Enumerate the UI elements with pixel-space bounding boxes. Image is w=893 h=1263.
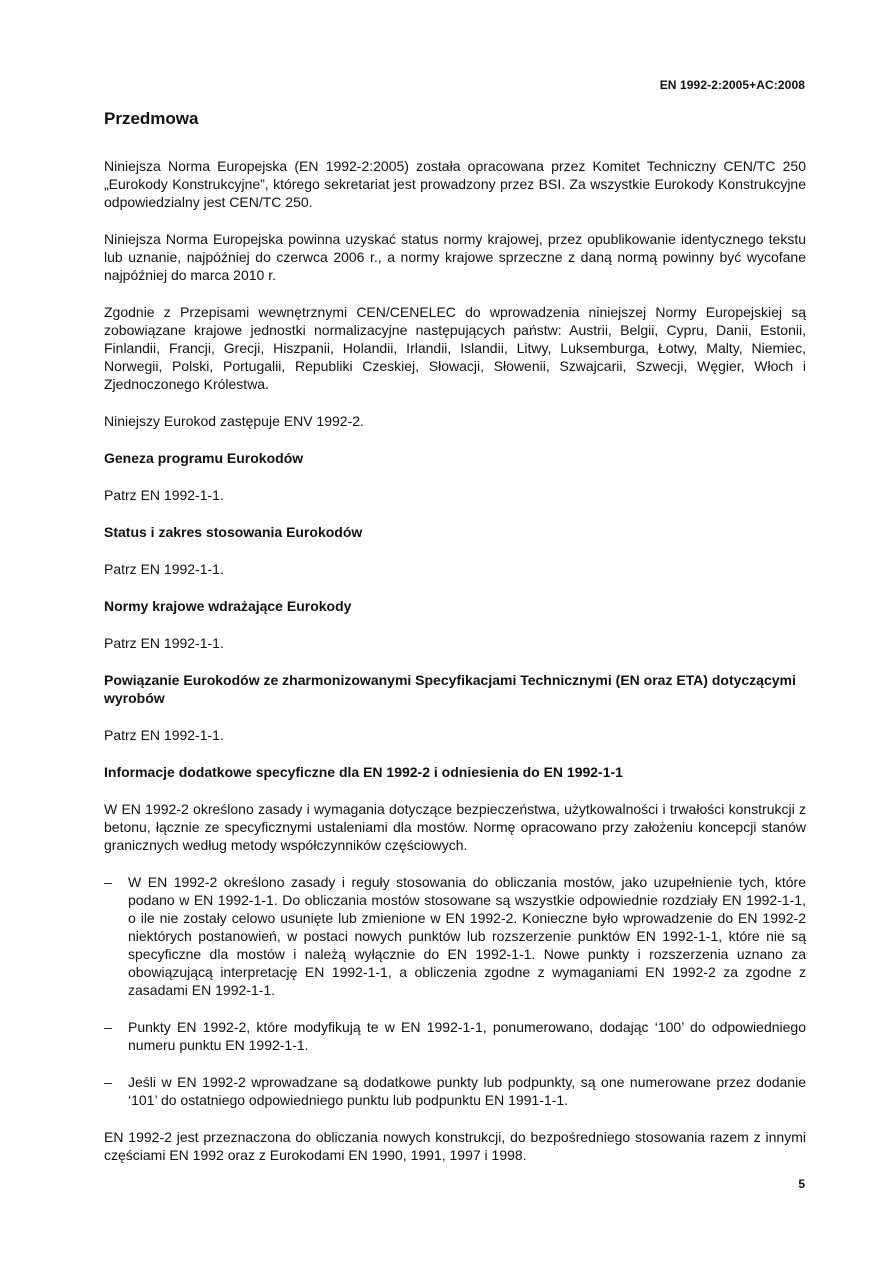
list-item-text: W EN 1992-2 określono zasady i reguły stosowania do obliczania mostów, jako uzupełnienie tych, które podano w EN 1992-1-1. Do obliczania mostów stosowane są wszystkie odpowiednie rozdziały EN 1992-1-1, o ile nie zostały celowo usunięte lub zmienione w EN 1992-2. Konieczne było wprowadzenie do EN 1992-2 niektórych postanowień, w postaci nowych punktów lub rozszerzenie punktów EN 1992-1-1, które nie są specyficzne dla mostów i należą wyłącznie do EN 1992-1-1. Nowe punkty i rozszerzenia uznano za obowiązującą interpretację EN 1992-1-1, a obliczenia zgodne z wymaganiami EN 1992-2 za zgodne z zasadami EN 1992-1-1.: [128, 874, 806, 998]
section-heading: Normy krajowe wdrażające Eurokody: [104, 598, 352, 614]
page-title: Przedmowa: [104, 109, 199, 128]
section-heading: Informacje dodatkowe specyficzne dla EN 1992-2 i odniesienia do EN 1992-1-1: [104, 764, 623, 780]
list-item-text: Punkty EN 1992-2, które modyfikują te w EN 1992-1-1, ponumerowano, dodając ‘100’ do odpowiedniego numeru punktu EN 1992-1-1.: [128, 1019, 806, 1053]
list-item: [104, 1018, 806, 1054]
info-intro: W EN 1992-2 określono zasady i wymagania dotyczące bezpieczeństwa, użytkowalności i trwałości konstrukcji z betonu, łącznie ze specyficznymi ustaleniami dla mostów. Normę opracowano przy założeniu koncepcji stanów granicznych według metody współczynników częściowych.: [104, 801, 806, 853]
page-number: 5: [798, 1177, 805, 1191]
section-heading: Powiązanie Eurokodów ze zharmonizowanymi Specyfikacjami Technicznymi (EN oraz ETA) dotyczącymi wyrobów: [104, 672, 796, 706]
section-body: Patrz EN 1992-1-1.: [104, 727, 224, 743]
dash-marker: –: [104, 1019, 112, 1035]
dash-marker: –: [104, 874, 112, 890]
closing-paragraph: EN 1992-2 jest przeznaczona do obliczania nowych konstrukcji, do bezpośredniego stosowania razem z innymi częściami EN 1992 oraz z Eurokodami EN 1990, 1991, 1997 i 1998.: [104, 1129, 806, 1163]
intro-paragraph: Niniejszy Eurokod zastępuje ENV 1992-2.: [104, 413, 364, 429]
section-heading: Status i zakres stosowania Eurokodów: [104, 524, 363, 540]
intro-paragraph: Zgodnie z Przepisami wewnętrznymi CEN/CENELEC do wprowadzenia niniejszej Normy Europejskiej są zobowiązane krajowe jednostki normalizacyjne następujących państw: Austrii, Belgii, Cypru, Danii, Estonii, Finlandii, Francji, Grecji, Hiszpanii, Holandii, Irlandii, Islandii, Litwy, Luksemburga, Łotwy, Malty, Niemiec, Norwegii, Polski, Portugalii, Republiki Czeskiej, Słowacji, Słowenii, Szwajcarii, Szwecji, Węgier, Włoch i Zjednoczonego Królestwa.: [104, 304, 806, 392]
dash-list: [104, 873, 806, 1109]
page-content: [104, 108, 806, 1183]
section-heading: Geneza programu Eurokodów: [104, 450, 304, 466]
list-item: [104, 1073, 806, 1109]
intro-paragraph: Niniejsza Norma Europejska powinna uzyskać status normy krajowej, przez opublikowanie identycznego tekstu lub uznanie, najpóźniej do czerwca 2006 r., a normy krajowe sprzeczne z daną normą powinny być wycofane najpóźniej do marca 2010 r.: [104, 231, 806, 283]
intro-paragraph: Niniejsza Norma Europejska (EN 1992-2:2005) została opracowana przez Komitet Techniczny CEN/TC 250 „Eurokody Konstrukcyjne”, którego sekretariat jest prowadzony przez BSI. Za wszystkie Eurokody Konstrukcyjne odpowiedzialny jest CEN/TC 250.: [104, 158, 806, 210]
list-item: [104, 873, 806, 999]
section-body: Patrz EN 1992-1-1.: [104, 487, 224, 503]
list-item-text: Jeśli w EN 1992-2 wprowadzane są dodatkowe punkty lub podpunkty, są one numerowane przez dodanie ‘101’ do ostatniego odpowiedniego punktu lub podpunktu EN 1991-1-1.: [128, 1074, 806, 1108]
section-body: Patrz EN 1992-1-1.: [104, 561, 224, 577]
document-id: EN 1992-2:2005+AC:2008: [659, 78, 805, 92]
section-body: Patrz EN 1992-1-1.: [104, 635, 224, 651]
dash-marker: –: [104, 1074, 112, 1090]
